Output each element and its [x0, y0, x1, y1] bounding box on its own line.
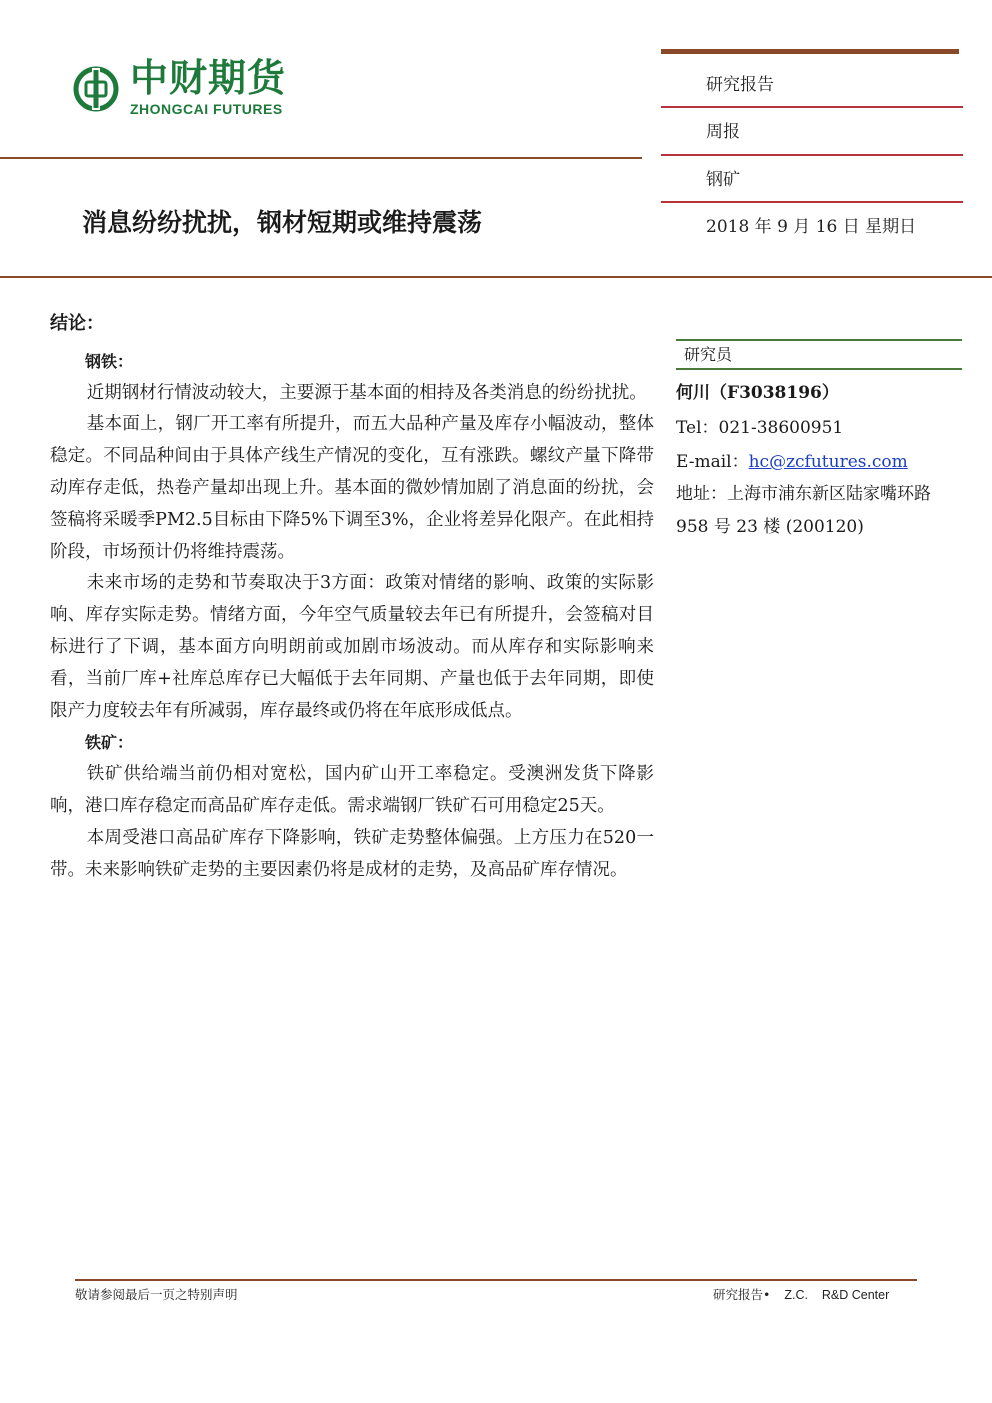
researcher-rule-bottom — [676, 368, 962, 370]
footer-disclaimer: 敬请参阅最后一页之特别声明 — [75, 1287, 238, 1302]
iron-ore-heading: 铁矿： — [85, 733, 134, 753]
report-frequency: 周报 — [706, 122, 740, 142]
logo-text-cn: 中财期货 — [130, 56, 287, 100]
company-logo-icon — [73, 66, 119, 112]
steel-paragraph: 基本面上，钢厂开工率有所提升，而五大品种产量及库存小幅波动，整体稳定。不同品种间由于具体产线生产情况的变化，互有涨跌。螺纹产量下降带动库存走低，热卷产量却出现上升。基本面的微妙情加剧了消息面的纷扰，会签稿将采暖季PM2.5目标由下降5%下调至3%，企业将差异化限产。在此相持阶段，市场预计仍将维持震荡。 — [50, 414, 654, 562]
page-title: 消息纷纷扰扰，钢材短期或维持震荡 — [82, 208, 483, 237]
header-rule-top-right — [661, 49, 959, 54]
footer-brand-cn: 研究报告• — [713, 1287, 771, 1302]
title-rule — [0, 276, 992, 278]
logo-text-en: ZHONGCAI FUTURES — [130, 101, 283, 117]
header-rule-left — [0, 157, 642, 159]
conclusion-label: 结论： — [50, 313, 104, 334]
meta-divider-2 — [661, 154, 963, 156]
meta-divider-3 — [661, 201, 963, 203]
steel-paragraph: 近期钢材行情波动较大，主要源于基本面的相持及各类消息的纷纷扰扰。 — [86, 382, 647, 403]
iron-ore-paragraph: 铁矿供给端当前仍相对宽松，国内矿山开工率稳定。受澳洲发货下降影响，港口库存稳定而高品矿库存走低。需求端钢厂铁矿石可用稳定25天。 — [50, 764, 654, 816]
email-label: E-mail： — [676, 452, 749, 472]
email-link[interactable]: hc@zcfutures.com — [748, 452, 908, 472]
researcher-rule-top — [676, 339, 962, 341]
report-date: 2018 年 9 月 16 日 星期日 — [706, 217, 917, 237]
meta-divider-1 — [661, 106, 963, 108]
footer-rule — [75, 1279, 917, 1281]
report-category: 钢矿 — [706, 170, 740, 190]
footer-brand-en: Z.C. R&D Center — [784, 1288, 890, 1302]
researcher-tel: Tel：021-38600951 — [676, 418, 844, 438]
researcher-address: 地址：上海市浦东新区陆家嘴环路 958 号 23 楼 (200120) — [676, 484, 931, 537]
report-body — [50, 302, 654, 886]
iron-ore-paragraph: 本周受港口高品矿库存下降影响，铁矿走势整体偏强。上方压力在520一带。未来影响铁矿走势的主要因素仍将是成材的走势，及高品矿库存情况。 — [50, 827, 654, 880]
researcher-label: 研究员 — [684, 345, 733, 364]
steel-paragraph: 未来市场的走势和节奏取决于3方面：政策对情绪的影响、政策的实际影响、库存实际走势。情绪方面，今年空气质量较去年已有所提升，会签稿对目标进行了下调，基本面方向明朗前或加剧市场波动。而从库存和实际影响来看，当前厂库+社库总库存已大幅低于去年同期、产量也低于去年同期，即使限产力度较去年有所减弱，库存最终或仍将在年底形成低点。 — [50, 573, 654, 721]
doc-type: 研究报告 — [706, 75, 774, 95]
footer-brand — [713, 1285, 889, 1303]
researcher-name: 何川（F3038196） — [676, 383, 839, 403]
researcher-email-row — [676, 447, 908, 472]
steel-heading: 钢铁： — [85, 351, 134, 371]
